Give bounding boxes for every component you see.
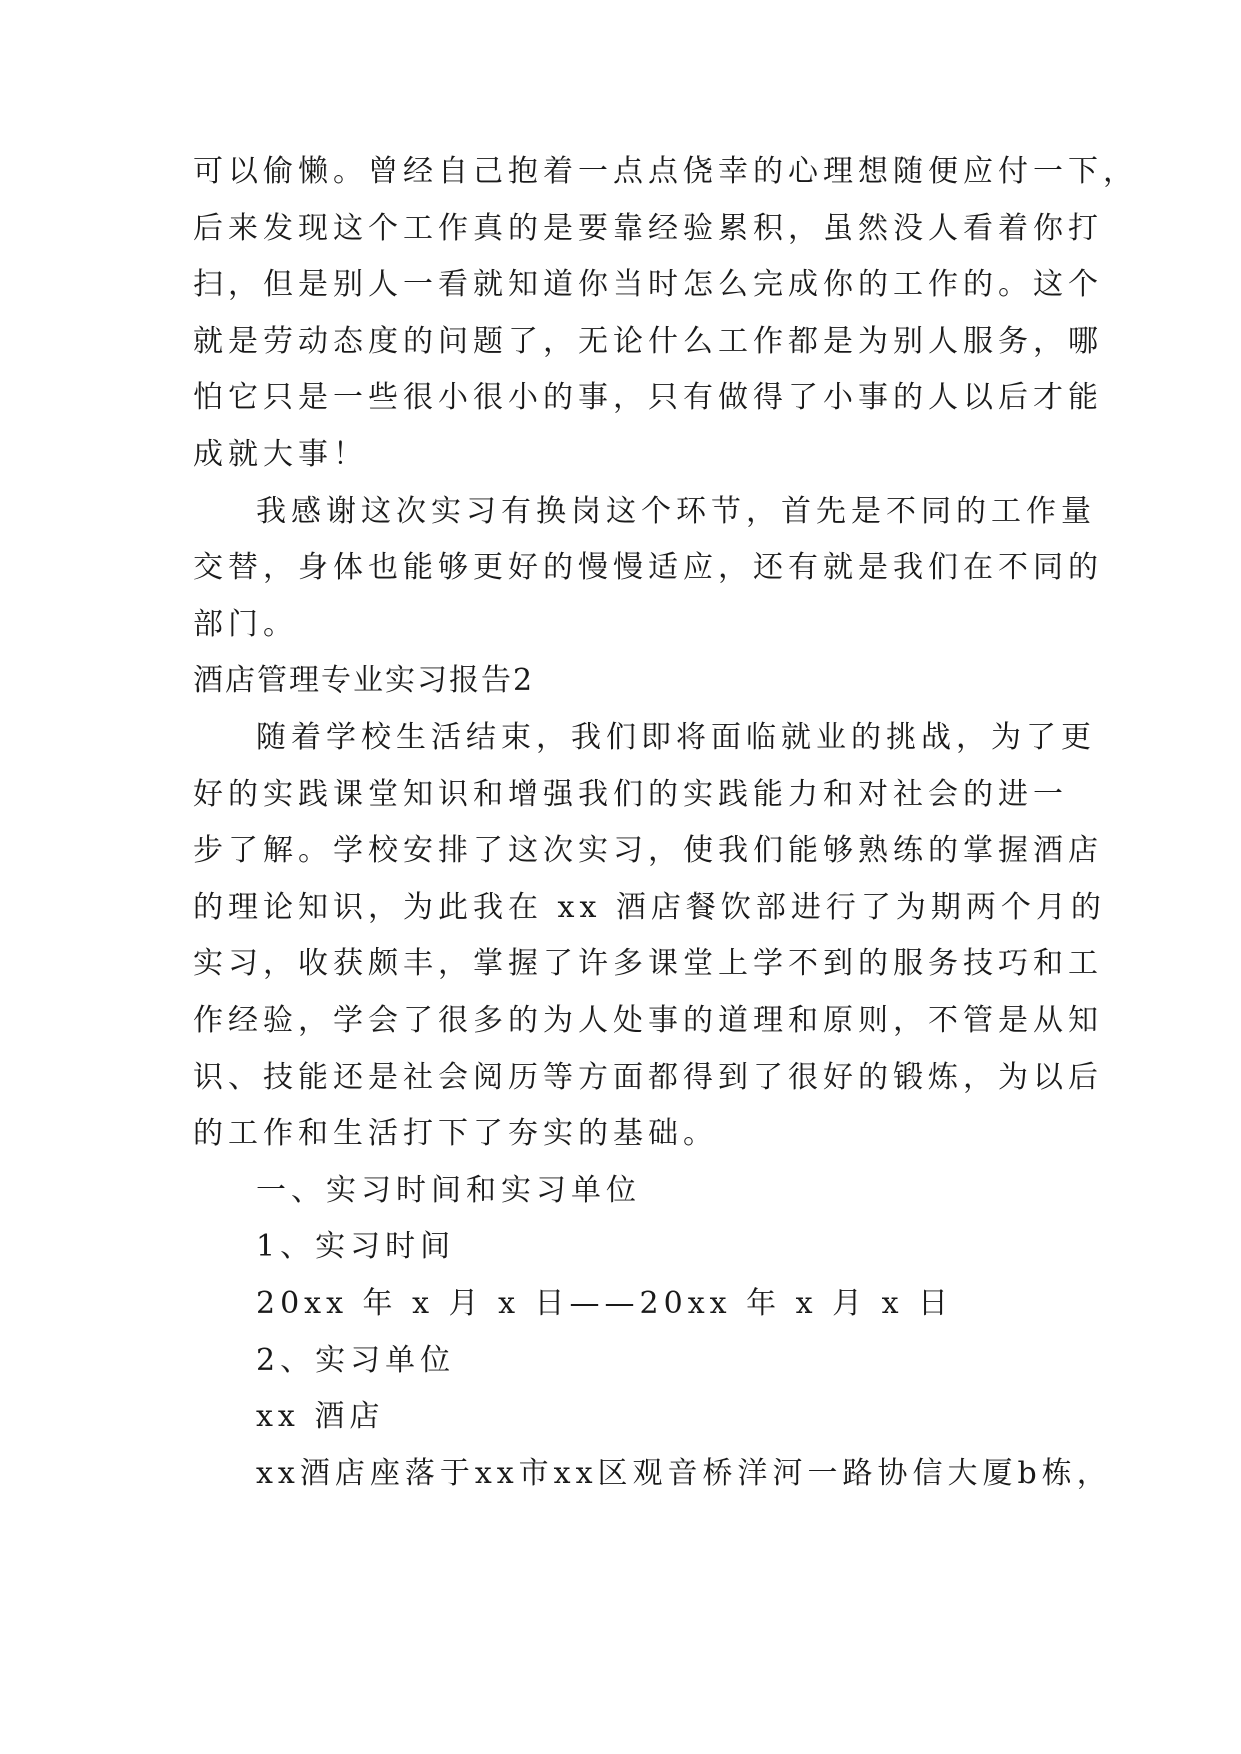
text-line: 的理论知识，为此我在 xx 酒店餐饮部进行了为期两个月的 [193,890,1106,925]
text-line: 可以偷懒。曾经自己抱着一点点侥幸的心理想随便应付一下， [193,154,1138,189]
text-line: 步了解。学校安排了这次实习，使我们能够熟练的掌握酒店 [193,833,1103,868]
text-line: 好的实践课堂知识和增强我们的实践能力和对社会的进一 [193,777,1068,812]
text-line: 一、实习时间和实习单位 [256,1173,641,1208]
section-heading: 酒店管理专业实习报告2 [193,663,535,698]
text-line: 实习，收获颇丰，掌握了许多课堂上学不到的服务技巧和工 [193,946,1103,981]
text-line: xx酒店座落于xx市xx区观音桥洋河一路协信大厦b栋， [256,1456,1112,1491]
text-line: 部门。 [193,607,298,642]
text-line: 20xx 年 x 月 x 日——20xx 年 x 月 x 日 [256,1286,954,1321]
text-line: 1、实习时间 [256,1229,456,1264]
text-line: 的工作和生活打下了夯实的基础。 [193,1116,718,1151]
text-line: 2、实习单位 [256,1343,456,1378]
text-line: 怕它只是一些很小很小的事，只有做得了小事的人以后才能 [193,380,1103,415]
text-line: 我感谢这次实习有换岗这个环节，首先是不同的工作量 [256,494,1096,529]
text-line: 扫，但是别人一看就知道你当时怎么完成你的工作的。这个 [193,267,1103,302]
text-line: 交替，身体也能够更好的慢慢适应，还有就是我们在不同的 [193,550,1103,585]
text-line: 作经验，学会了很多的为人处事的道理和原则，不管是从知 [193,1003,1103,1038]
text-line: 就是劳动态度的问题了，无论什么工作都是为别人服务，哪 [193,324,1103,359]
text-line: xx 酒店 [256,1399,385,1434]
text-line: 随着学校生活结束，我们即将面临就业的挑战，为了更 [256,720,1096,755]
text-line: 成就大事！ [193,437,368,472]
text-line: 后来发现这个工作真的是要靠经验累积，虽然没人看着你打 [193,211,1103,246]
text-line: 识、技能还是社会阅历等方面都得到了很好的锻炼，为以后 [193,1060,1103,1095]
